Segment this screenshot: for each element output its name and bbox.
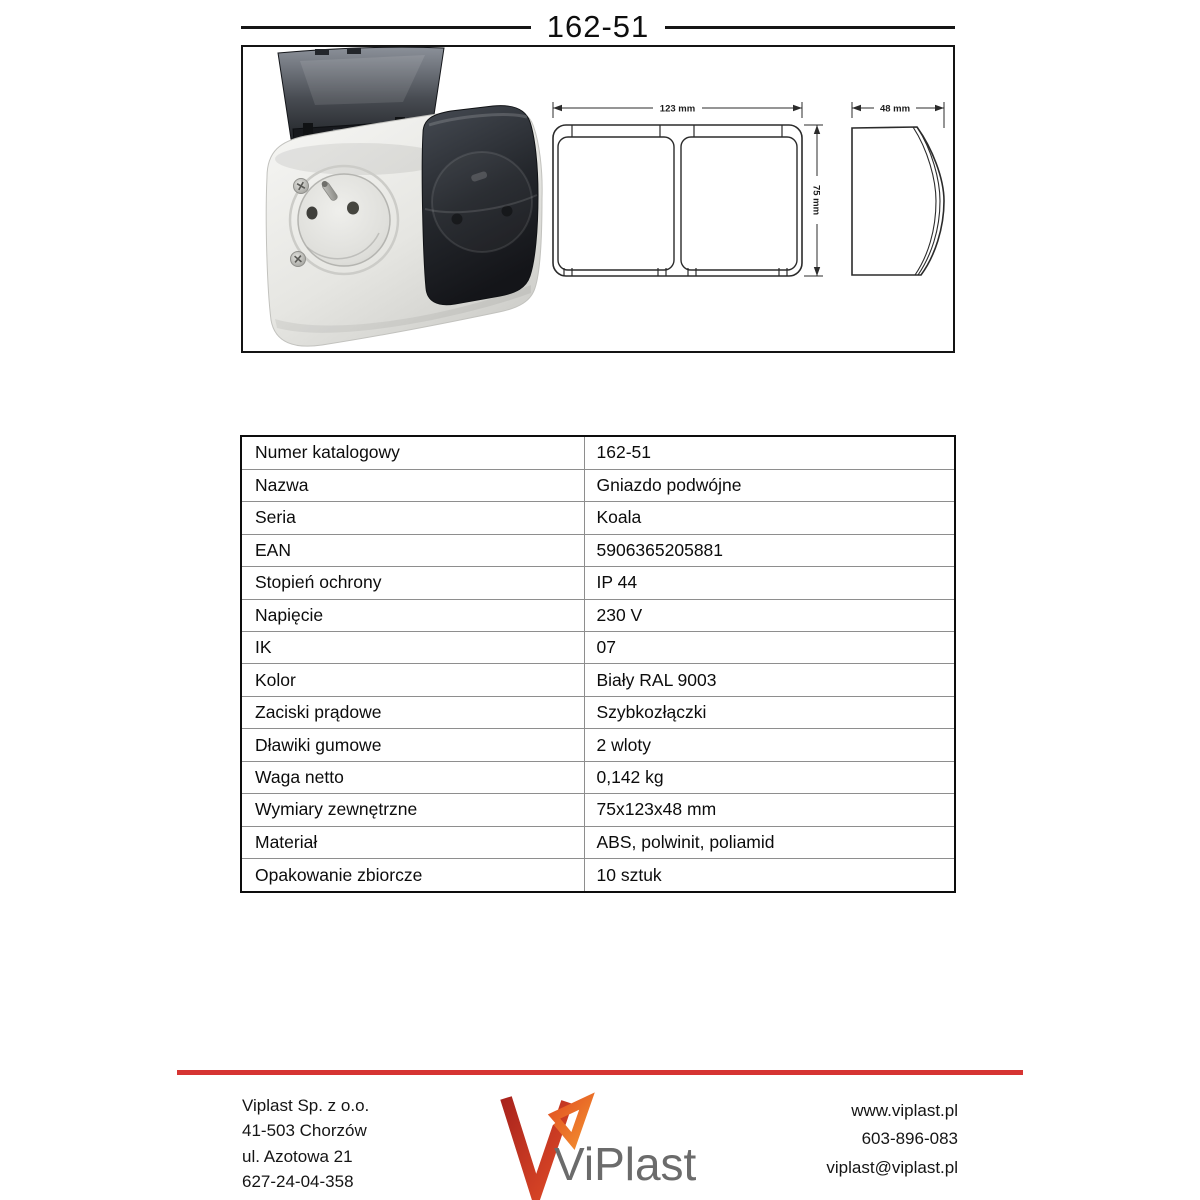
spec-value: Szybkozłączki	[584, 696, 955, 728]
title-rule-left	[241, 26, 531, 29]
front-width-dim-label: 123 mm	[659, 103, 696, 115]
footer-accent-line	[177, 1070, 1023, 1075]
spec-value: 10 sztuk	[584, 859, 955, 892]
footer-email: viplast@viplast.pl	[826, 1157, 958, 1177]
table-row	[241, 664, 955, 696]
spec-value: 2 wloty	[584, 729, 955, 761]
title-rule-right	[665, 26, 955, 29]
spec-value: 75x123x48 mm	[584, 794, 955, 826]
footer-website: www.viplast.pl	[851, 1101, 958, 1120]
product-photo	[245, 47, 547, 351]
viplast-logo	[496, 1090, 708, 1200]
socket-recess	[298, 174, 390, 266]
spec-label: Zaciski prądowe	[241, 696, 584, 728]
side-depth-dim-label: 48 mm	[879, 103, 911, 115]
table-row	[241, 599, 955, 631]
title-row	[241, 8, 955, 46]
spec-label: EAN	[241, 534, 584, 566]
spec-label: Numer katalogowy	[241, 436, 584, 469]
table-row	[241, 761, 955, 793]
spec-label: Materiał	[241, 826, 584, 858]
table-row	[241, 502, 955, 534]
spec-value: Koala	[584, 502, 955, 534]
spec-label: Stopień ochrony	[241, 567, 584, 599]
table-row	[241, 631, 955, 663]
page-title: 162-51	[546, 9, 650, 44]
table-row	[241, 859, 955, 892]
spec-value: ABS, polwinit, poliamid	[584, 826, 955, 858]
socket-cover-closed	[422, 106, 538, 305]
screw-top	[294, 179, 309, 194]
table-row	[241, 534, 955, 566]
socket-hole-left	[307, 207, 318, 220]
spec-label: Nazwa	[241, 469, 584, 501]
table-row	[241, 729, 955, 761]
socket-hole-right	[347, 202, 359, 215]
spec-value: 07	[584, 631, 955, 663]
spec-value: Biały RAL 9003	[584, 664, 955, 696]
spec-value: IP 44	[584, 567, 955, 599]
footer-mobile: 603-896-083	[861, 1129, 958, 1149]
product-panel	[241, 45, 955, 353]
footer-company-phone: 627-24-04-358	[242, 1172, 354, 1192]
spec-label: Napięcie	[241, 599, 584, 631]
spec-value: 162-51	[584, 436, 955, 469]
spec-value: 0,142 kg	[584, 761, 955, 793]
footer-contact-block	[756, 1097, 958, 1182]
spec-table	[240, 435, 956, 893]
spec-label: Seria	[241, 502, 584, 534]
footer-company-name: Viplast Sp. z o.o.	[242, 1096, 370, 1115]
spec-value: Gniazdo podwójne	[584, 469, 955, 501]
spec-value: 230 V	[584, 599, 955, 631]
footer-company-block	[242, 1093, 462, 1195]
spec-label: Opakowanie zbiorcze	[255, 864, 423, 885]
footer-company-street: ul. Azotowa 21	[242, 1146, 353, 1166]
front-height-dim-label: 75 mm	[810, 184, 822, 216]
table-row	[241, 469, 955, 501]
table-row	[241, 696, 955, 728]
front-view-drawing	[551, 98, 841, 294]
spec-label: Wymiary zewnętrzne	[241, 794, 584, 826]
spec-label: Dławiki gumowe	[241, 729, 584, 761]
table-row	[241, 794, 955, 826]
spec-label: Kolor	[241, 664, 584, 696]
footer-company-city: 41-503 Chorzów	[242, 1121, 367, 1141]
spec-value: 5906365205881	[584, 534, 955, 566]
table-row	[241, 567, 955, 599]
screw-bottom	[291, 252, 306, 267]
side-view-drawing	[843, 98, 947, 294]
table-row	[241, 436, 955, 469]
table-row	[241, 826, 955, 858]
spec-label: IK	[241, 631, 584, 663]
viplast-logo-text: ViPlast	[554, 1138, 697, 1190]
spec-label: Waga netto	[241, 761, 584, 793]
socket-face-open	[290, 166, 398, 274]
